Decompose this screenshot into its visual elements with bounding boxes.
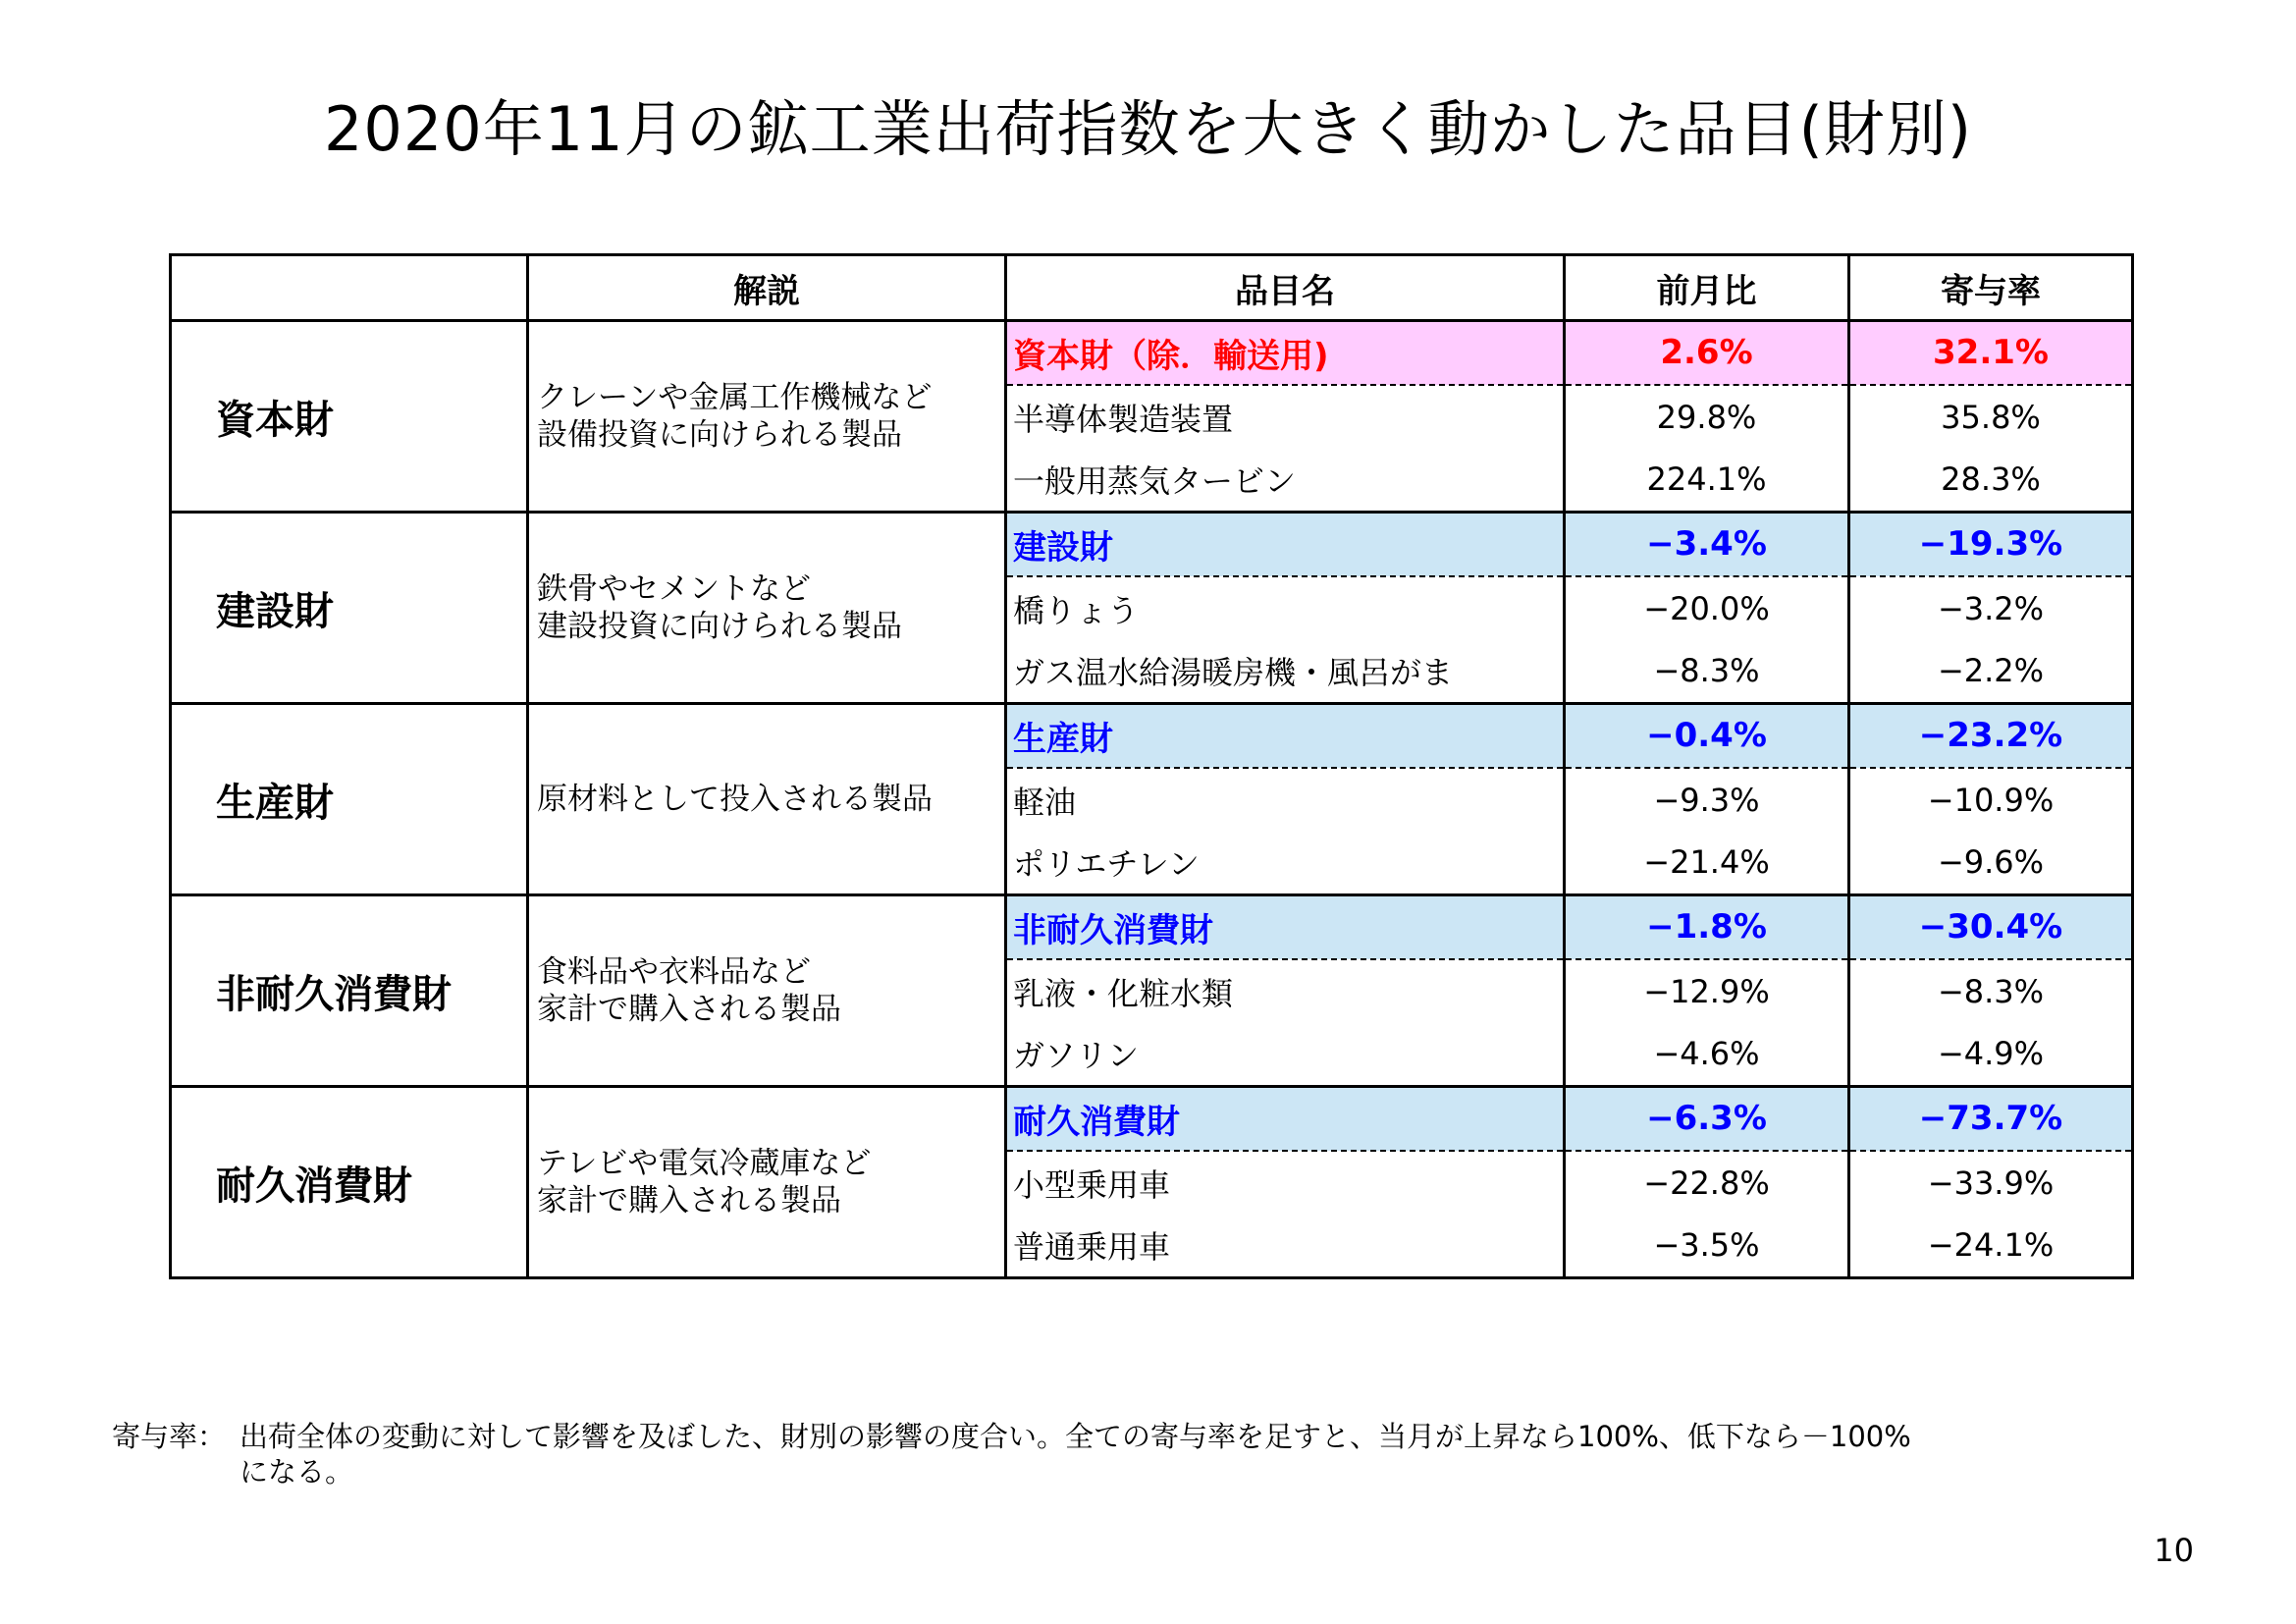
category-label: 非耐久消費財 xyxy=(171,895,528,1087)
description-line: 家計で購入される製品 xyxy=(537,1183,841,1218)
item-contribution: −8.3% xyxy=(1849,959,2133,1023)
goods-table xyxy=(169,253,2134,1279)
category-description xyxy=(528,895,1006,1087)
category-label: 建設財 xyxy=(171,513,528,704)
category-label: 生産財 xyxy=(171,704,528,895)
category-label: 資本財 xyxy=(171,321,528,513)
header-mom: 前月比 xyxy=(1565,255,1849,321)
summary-name: 耐久消費財 xyxy=(1006,1087,1565,1151)
footnote-label: 寄与率： xyxy=(112,1420,227,1453)
item-mom: −4.6% xyxy=(1565,1023,1849,1087)
description-line: 家計で購入される製品 xyxy=(537,992,841,1027)
description-line: 建設投資に向けられる製品 xyxy=(537,609,902,644)
summary-name: 建設財 xyxy=(1006,513,1565,576)
footnote-text: 出荷全体の変動に対して影響を及ぼした、財別の影響の度合い。全ての寄与率を足すと、当月が上昇なら100%、低下なら－100% xyxy=(240,1420,1911,1453)
category-description xyxy=(528,704,1006,895)
header-category xyxy=(171,255,528,321)
category-description xyxy=(528,1087,1006,1278)
page-title: 2020年11月の鉱工業出荷指数を大きく動かした品目(財別) xyxy=(323,93,1973,165)
summary-mom: −1.8% xyxy=(1565,895,1849,959)
item-name: ポリエチレン xyxy=(1006,832,1565,895)
summary-mom: −3.4% xyxy=(1565,513,1849,576)
item-contribution: −33.9% xyxy=(1849,1151,2133,1215)
category-description xyxy=(528,513,1006,704)
item-mom: 224.1% xyxy=(1565,449,1849,513)
item-name: 橋りょう xyxy=(1006,576,1565,640)
item-contribution: −4.9% xyxy=(1849,1023,2133,1087)
item-mom: −20.0% xyxy=(1565,576,1849,640)
item-name: 乳液・化粧水類 xyxy=(1006,959,1565,1023)
item-mom: −8.3% xyxy=(1565,640,1849,704)
summary-name: 非耐久消費財 xyxy=(1006,895,1565,959)
summary-contribution: −23.2% xyxy=(1849,704,2133,768)
description-line: 設備投資に向けられる製品 xyxy=(537,417,902,453)
summary-contribution: −30.4% xyxy=(1849,895,2133,959)
summary-mom: 2.6% xyxy=(1565,321,1849,385)
table-row-summary xyxy=(171,1087,2133,1151)
item-name: 軽油 xyxy=(1006,768,1565,832)
category-label: 耐久消費財 xyxy=(171,1087,528,1278)
header-item-name: 品目名 xyxy=(1006,255,1565,321)
page-number: 10 xyxy=(2154,1532,2194,1569)
description-line: クレーンや金属工作機械など xyxy=(537,380,933,415)
summary-contribution: −73.7% xyxy=(1849,1087,2133,1151)
item-contribution: 28.3% xyxy=(1849,449,2133,513)
header-description: 解説 xyxy=(528,255,1006,321)
item-contribution: −9.6% xyxy=(1849,832,2133,895)
table-row-summary xyxy=(171,513,2133,576)
item-contribution: 35.8% xyxy=(1849,385,2133,449)
table-row-summary xyxy=(171,704,2133,768)
table-row-summary xyxy=(171,895,2133,959)
description-line: テレビや電気冷蔵庫など xyxy=(537,1146,872,1181)
item-mom: −12.9% xyxy=(1565,959,1849,1023)
table-row-summary xyxy=(171,321,2133,385)
summary-mom: −6.3% xyxy=(1565,1087,1849,1151)
summary-name: 資本財（除．輸送用) xyxy=(1006,321,1565,385)
item-mom: 29.8% xyxy=(1565,385,1849,449)
description-line: 原材料として投入される製品 xyxy=(537,782,933,817)
description-line: 食料品や衣料品など xyxy=(537,954,811,990)
item-name: 普通乗用車 xyxy=(1006,1215,1565,1278)
item-name: ガソリン xyxy=(1006,1023,1565,1087)
header-contribution: 寄与率 xyxy=(1849,255,2133,321)
item-contribution: −10.9% xyxy=(1849,768,2133,832)
category-description xyxy=(528,321,1006,513)
item-name: ガス温水給湯暖房機・風呂がま xyxy=(1006,640,1565,704)
description-line: 鉄骨やセメントなど xyxy=(537,571,811,607)
item-contribution: −24.1% xyxy=(1849,1215,2133,1278)
item-name: 半導体製造装置 xyxy=(1006,385,1565,449)
table-header-row xyxy=(171,255,2133,321)
summary-mom: −0.4% xyxy=(1565,704,1849,768)
item-mom: −9.3% xyxy=(1565,768,1849,832)
item-name: 一般用蒸気タービン xyxy=(1006,449,1565,513)
summary-name: 生産財 xyxy=(1006,704,1565,768)
item-mom: −22.8% xyxy=(1565,1151,1849,1215)
summary-contribution: −19.3% xyxy=(1849,513,2133,576)
footnote-text-continued: になる。 xyxy=(240,1455,354,1489)
footnote xyxy=(112,1419,1911,1489)
item-contribution: −2.2% xyxy=(1849,640,2133,704)
item-contribution: −3.2% xyxy=(1849,576,2133,640)
item-mom: −21.4% xyxy=(1565,832,1849,895)
item-mom: −3.5% xyxy=(1565,1215,1849,1278)
summary-contribution: 32.1% xyxy=(1849,321,2133,385)
item-name: 小型乗用車 xyxy=(1006,1151,1565,1215)
